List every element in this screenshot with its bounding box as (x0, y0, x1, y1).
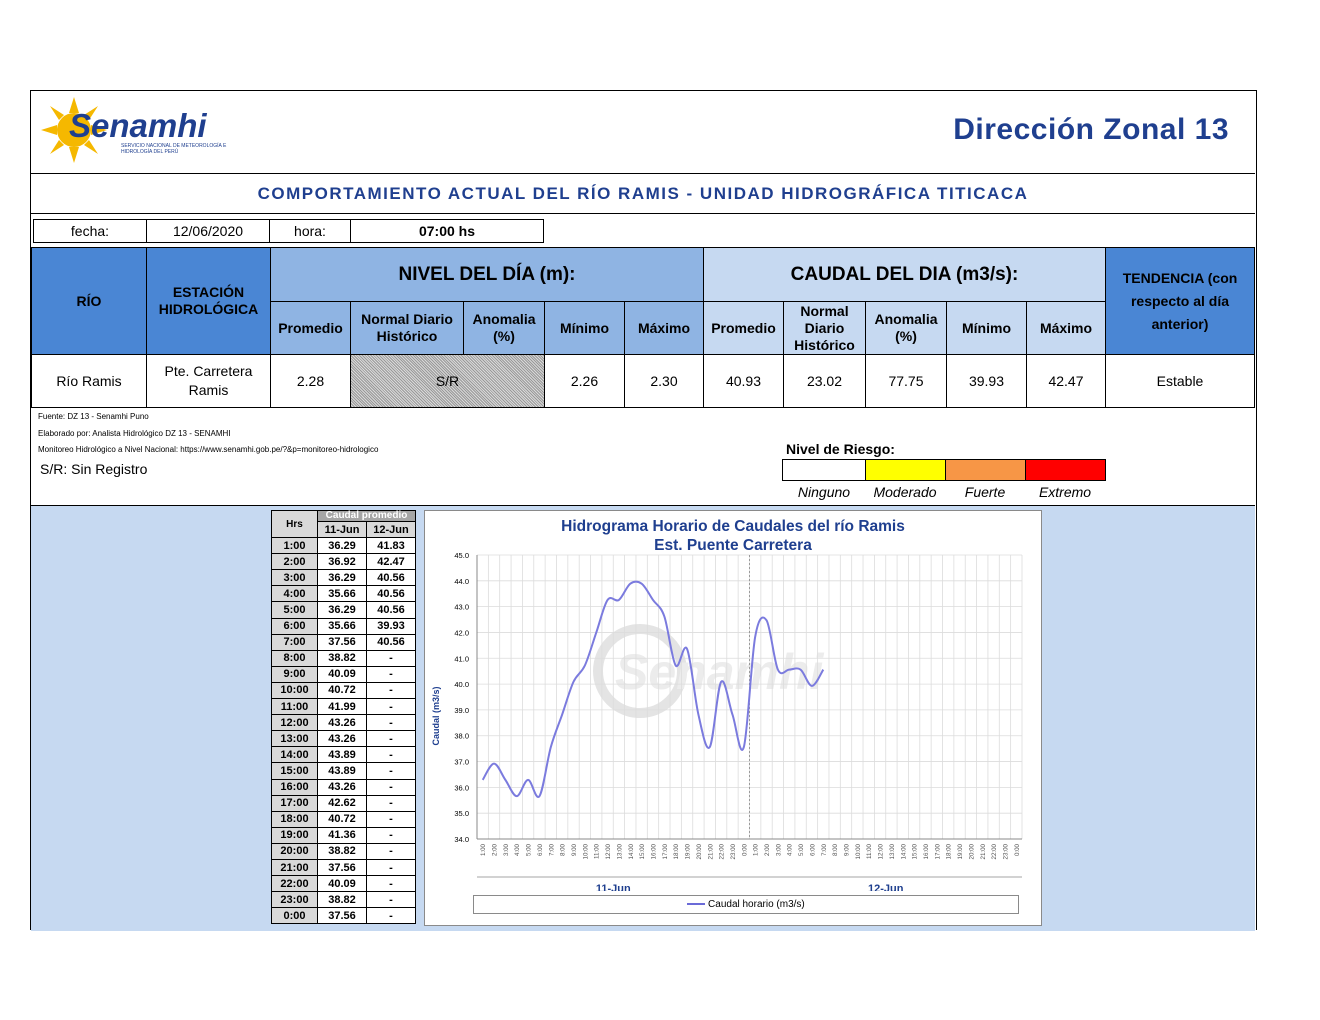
x-tick-label: 9:00 (843, 844, 851, 857)
hour-cell: 17:00 (272, 795, 318, 811)
hour-cell: 3:00 (272, 570, 318, 586)
caudal-cell: 43.89 (318, 763, 367, 779)
caudal-cell: - (367, 859, 416, 875)
y-tick-label: 41.0 (454, 654, 469, 664)
x-tick-label: 21:00 (979, 844, 987, 860)
x-tick-label: 15:00 (639, 844, 647, 860)
caudal-cell: 39.93 (367, 618, 416, 634)
caudal-cell: 40.56 (367, 602, 416, 618)
table-row (272, 731, 416, 747)
x-tick-label: 20:00 (968, 844, 976, 860)
chart-subtitle: Est. Puente Carretera (654, 537, 812, 554)
y-tick-label: 34.0 (454, 835, 469, 844)
caudal-col-maximo: Máximo (1026, 301, 1106, 355)
table-row (272, 538, 416, 554)
caudal-cell: 41.36 (318, 827, 367, 843)
report-header (31, 91, 1255, 174)
table-row (272, 795, 416, 811)
caudal-cell: 41.99 (318, 699, 367, 715)
caudal-col-promedio: Promedio (703, 301, 784, 355)
hour-cell: 8:00 (272, 650, 318, 666)
caudal-cell: - (367, 779, 416, 795)
x-tick-label: 0:00 (1013, 844, 1021, 857)
legend-label: Caudal horario (m3/s) (708, 899, 805, 910)
table-row (272, 666, 416, 682)
hour-cell: 9:00 (272, 666, 318, 682)
y-tick-label: 35.0 (454, 809, 469, 819)
hour-cell: 4:00 (272, 586, 318, 602)
row-caudal-normal: 23.02 (783, 354, 866, 408)
caudal-cell: 42.62 (318, 795, 367, 811)
hour-cell: 7:00 (272, 634, 318, 650)
chart-svg (425, 511, 1043, 891)
table-row (272, 908, 416, 924)
caudal-cell: 40.72 (318, 682, 367, 698)
day-label-12jun: 12-Jun (868, 883, 904, 891)
riesgo-label-moderado: Moderado (873, 484, 937, 500)
caudal-cell: - (367, 650, 416, 666)
caudal-promedio-header: Caudal promedio (318, 511, 416, 522)
y-tick-label: 43.0 (454, 602, 469, 612)
note-fuente: Fuente: DZ 13 - Senamhi Puno (38, 412, 149, 421)
x-tick-label: 23:00 (729, 844, 737, 860)
fecha-value: 12/06/2020 (146, 219, 270, 243)
caudal-cell: 43.26 (318, 715, 367, 731)
y-tick-label: 36.0 (454, 783, 469, 793)
caudal-cell: 40.09 (318, 666, 367, 682)
y-tick-label: 40.0 (454, 680, 469, 690)
caudal-cell: - (367, 763, 416, 779)
nivel-col-maximo: Máximo (624, 301, 704, 355)
y-tick-label: 38.0 (454, 731, 469, 741)
x-tick-label: 17:00 (934, 844, 942, 860)
caudal-col-anomalia: Anomalia (%) (865, 301, 947, 355)
hydrograph-panel (31, 505, 1255, 931)
x-tick-label: 7:00 (548, 844, 556, 857)
table-row (272, 586, 416, 602)
x-tick-label: 19:00 (957, 844, 965, 860)
hour-cell: 5:00 (272, 602, 318, 618)
caudal-cell: - (367, 682, 416, 698)
x-tick-label: 8:00 (832, 844, 840, 857)
y-tick-label: 45.0 (454, 551, 469, 560)
hydrograph-chart (424, 510, 1042, 926)
note-monitoreo: Monitoreo Hidrológico a Nivel Nacional: https://www.senamhi.gob.pe/?&p=monitoreo-hidrologico (38, 445, 379, 454)
caudal-cell: 43.26 (318, 731, 367, 747)
x-tick-label: 22:00 (991, 844, 999, 860)
table-row (272, 618, 416, 634)
table-row (272, 554, 416, 570)
zone-title: Dirección Zonal 13 (953, 113, 1229, 146)
x-tick-label: 10:00 (582, 844, 590, 860)
hour-cell: 22:00 (272, 876, 318, 892)
table-row (272, 699, 416, 715)
riesgo-label-fuerte: Fuerte (964, 484, 1006, 500)
table-row (272, 763, 416, 779)
table-row (272, 779, 416, 795)
table-row (272, 876, 416, 892)
hour-cell: 12:00 (272, 715, 318, 731)
caudal-cell: - (367, 747, 416, 763)
x-tick-label: 13:00 (888, 844, 896, 860)
caudal-cell: 35.66 (318, 618, 367, 634)
y-axis-label: Caudal (m3/s) (431, 686, 441, 746)
row-caudal-promedio: 40.93 (703, 354, 784, 408)
caudal-cell: - (367, 795, 416, 811)
day-header-12jun: 12-Jun (367, 522, 416, 538)
caudal-cell: 36.29 (318, 602, 367, 618)
row-caudal-maximo: 42.47 (1026, 354, 1106, 408)
x-tick-label: 17:00 (661, 844, 669, 860)
rio-header: RÍO (31, 247, 147, 355)
estacion-header: ESTACIÓN HIDROLÓGICA (146, 247, 271, 355)
x-tick-label: 18:00 (673, 844, 681, 860)
caudal-cell: 42.47 (367, 554, 416, 570)
row-nivel-promedio: 2.28 (270, 354, 351, 408)
hour-cell: 18:00 (272, 811, 318, 827)
note-elaborado: Elaborado por: Analista Hidrológico DZ 13 - SENAMHI (38, 429, 231, 438)
riesgo-label-ninguno: Ninguno (797, 484, 851, 500)
riesgo-title: Nivel de Riesgo: (786, 441, 895, 457)
x-tick-label: 14:00 (627, 844, 635, 860)
nivel-col-minimo: Mínimo (544, 301, 625, 355)
chart-title: Hidrograma Horario de Caudales del río Ramis (561, 518, 905, 535)
caudal-cell: 36.29 (318, 538, 367, 554)
caudal-cell: - (367, 827, 416, 843)
caudal-cell: - (367, 666, 416, 682)
table-row (272, 715, 416, 731)
caudal-cell: 38.82 (318, 650, 367, 666)
table-row (272, 843, 416, 859)
note-sr: S/R: Sin Registro (40, 461, 148, 477)
nivel-col-normal: Normal Diario Histórico (350, 301, 464, 355)
riesgo-box-moderado (865, 459, 946, 481)
day-label-11jun: 11-Jun (595, 883, 631, 891)
caudal-cell: 38.82 (318, 843, 367, 859)
table-row (272, 811, 416, 827)
riesgo-box-extremo (1025, 459, 1106, 481)
y-tick-label: 44.0 (454, 576, 469, 586)
hour-cell: 23:00 (272, 892, 318, 908)
hour-cell: 16:00 (272, 779, 318, 795)
fecha-label: fecha: (33, 219, 147, 243)
row-caudal-anomalia: 77.75 (865, 354, 947, 408)
hour-cell: 21:00 (272, 859, 318, 875)
hour-cell: 10:00 (272, 682, 318, 698)
caudal-cell: 43.89 (318, 747, 367, 763)
hour-cell: 20:00 (272, 843, 318, 859)
riesgo-box-ninguno (782, 459, 866, 481)
table-row (272, 650, 416, 666)
caudal-header: CAUDAL DEL DIA (m3/s): (703, 247, 1106, 302)
table-row (272, 570, 416, 586)
table-row (272, 827, 416, 843)
x-tick-label: 20:00 (695, 844, 703, 860)
row-nivel-minimo: 2.26 (544, 354, 625, 408)
senamhi-logo (39, 95, 239, 165)
x-tick-label: 1:00 (480, 844, 488, 857)
chart-legend (473, 895, 1019, 914)
x-tick-label: 2:00 (491, 844, 499, 857)
caudal-cell: - (367, 876, 416, 892)
hour-cell: 0:00 (272, 908, 318, 924)
row-nivel-sr: S/R (350, 354, 545, 408)
caudal-col-normal: Normal Diario Histórico (783, 301, 866, 355)
x-tick-label: 9:00 (571, 844, 579, 857)
x-tick-label: 22:00 (718, 844, 726, 860)
hourly-table (271, 510, 416, 924)
x-tick-label: 23:00 (1002, 844, 1010, 860)
caudal-cell: 40.56 (367, 586, 416, 602)
nivel-col-promedio: Promedio (270, 301, 351, 355)
caudal-cell: 36.92 (318, 554, 367, 570)
x-tick-label: 12:00 (605, 844, 613, 860)
x-tick-label: 8:00 (559, 844, 567, 857)
x-tick-label: 2:00 (764, 844, 772, 857)
row-estacion: Pte. Carretera Ramis (146, 354, 271, 408)
row-caudal-minimo: 39.93 (946, 354, 1027, 408)
table-row (272, 634, 416, 650)
x-tick-label: 3:00 (775, 844, 783, 857)
x-tick-label: 10:00 (854, 844, 862, 860)
caudal-col-minimo: Mínimo (946, 301, 1027, 355)
caudal-cell: 40.56 (367, 570, 416, 586)
table-row (272, 892, 416, 908)
hour-cell: 6:00 (272, 618, 318, 634)
hour-cell: 13:00 (272, 731, 318, 747)
caudal-cell: 37.56 (318, 859, 367, 875)
x-tick-label: 3:00 (502, 844, 510, 857)
logo-subtext: SERVICIO NACIONAL DE METEOROLOGÍA E HIDROLOGÍA DEL PERÚ (121, 143, 227, 155)
x-tick-label: 4:00 (514, 844, 522, 857)
y-tick-label: 37.0 (454, 757, 469, 767)
x-tick-label: 5:00 (525, 844, 533, 857)
x-tick-label: 0:00 (741, 844, 749, 857)
x-tick-label: 11:00 (593, 844, 601, 860)
hora-label: hora: (269, 219, 351, 243)
x-tick-label: 13:00 (616, 844, 624, 860)
hour-cell: 1:00 (272, 538, 318, 554)
report-frame (30, 90, 1257, 930)
logo-wordmark: Senamhi (69, 107, 207, 144)
y-tick-label: 42.0 (454, 628, 469, 638)
x-tick-label: 21:00 (707, 844, 715, 860)
hour-cell: 2:00 (272, 554, 318, 570)
hrs-header: Hrs (272, 511, 318, 538)
caudal-cell: - (367, 715, 416, 731)
x-tick-label: 11:00 (866, 844, 874, 860)
caudal-cell: 41.83 (367, 538, 416, 554)
caudal-cell: 36.29 (318, 570, 367, 586)
table-row (272, 682, 416, 698)
hour-cell: 14:00 (272, 747, 318, 763)
nivel-header: NIVEL DEL DÍA (m): (270, 247, 704, 302)
x-tick-label: 4:00 (786, 844, 794, 857)
hour-cell: 15:00 (272, 763, 318, 779)
riesgo-box-fuerte (945, 459, 1026, 481)
row-rio: Río Ramis (31, 354, 147, 408)
x-tick-label: 19:00 (684, 844, 692, 860)
caudal-cell: 35.66 (318, 586, 367, 602)
caudal-cell: - (367, 811, 416, 827)
x-tick-label: 6:00 (536, 844, 544, 857)
x-tick-label: 7:00 (820, 844, 828, 857)
row-tendencia: Estable (1105, 354, 1255, 408)
caudal-cell: - (367, 908, 416, 924)
x-tick-label: 18:00 (945, 844, 953, 860)
table-row (272, 747, 416, 763)
caudal-cell: 40.56 (367, 634, 416, 650)
hour-cell: 11:00 (272, 699, 318, 715)
caudal-cell: - (367, 699, 416, 715)
x-tick-label: 16:00 (650, 844, 658, 860)
caudal-cell: 40.72 (318, 811, 367, 827)
caudal-cell: - (367, 892, 416, 908)
caudal-cell: 40.09 (318, 876, 367, 892)
watermark-logo: Senamhi (615, 644, 824, 700)
hour-cell: 19:00 (272, 827, 318, 843)
x-tick-label: 15:00 (911, 844, 919, 860)
caudal-cell: 38.82 (318, 892, 367, 908)
row-nivel-maximo: 2.30 (624, 354, 704, 408)
caudal-cell: 43.26 (318, 779, 367, 795)
caudal-cell: 37.56 (318, 908, 367, 924)
tendencia-header: TENDENCIA (con respecto al día anterior) (1105, 247, 1255, 355)
report-subtitle: COMPORTAMIENTO ACTUAL DEL RÍO RAMIS - UNIDAD HIDROGRÁFICA TITICACA (31, 174, 1255, 214)
x-tick-label: 6:00 (809, 844, 817, 857)
y-tick-label: 39.0 (454, 705, 469, 715)
x-tick-label: 12:00 (877, 844, 885, 860)
x-tick-label: 5:00 (798, 844, 806, 857)
day-header-11jun: 11-Jun (318, 522, 367, 538)
x-tick-label: 14:00 (900, 844, 908, 860)
caudal-cell: - (367, 843, 416, 859)
caudal-cell: 37.56 (318, 634, 367, 650)
caudal-cell: - (367, 731, 416, 747)
x-tick-label: 16:00 (922, 844, 930, 860)
nivel-col-anomalia: Anomalia (%) (463, 301, 545, 355)
legend-line-icon (687, 903, 705, 905)
table-row (272, 859, 416, 875)
x-tick-label: 1:00 (752, 844, 760, 857)
hora-value: 07:00 hs (350, 219, 544, 243)
riesgo-label-extremo: Extremo (1038, 484, 1092, 500)
table-row (272, 602, 416, 618)
